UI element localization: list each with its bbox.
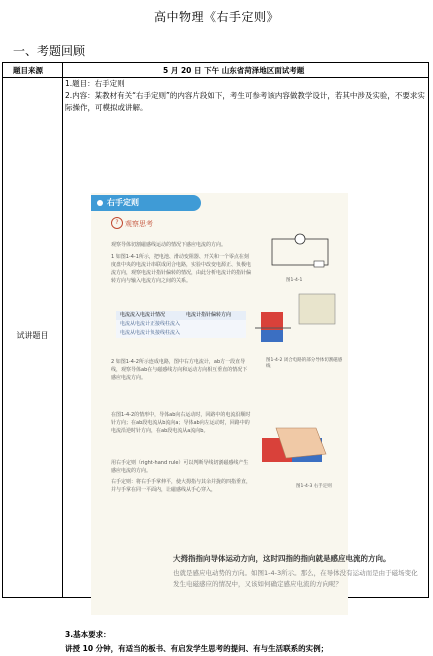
requirements-text: 讲授 10 分钟，有适当的板书、有启发学生思考的提问、有与生活联系的实例； [65, 644, 329, 653]
excerpt-heading: 右手定则 [91, 195, 201, 211]
column-divider [62, 63, 63, 597]
topic-line: 1.题目：右手定则 [65, 79, 125, 88]
bullet-icon [97, 200, 103, 206]
current-table-row: 电流从电流计负接线柱流入 [116, 329, 246, 338]
section-heading: 一、考题回顾 [13, 44, 86, 58]
para-5: 用右手定则（right-hand rule）可以判断导线切割磁感线产生感应电流的方向。 [111, 460, 249, 474]
fig-caption-1: 图1-4-1 [286, 278, 303, 283]
content-line: 2.内容：某教材有关“右手定则”的内容片段如下，考生可参考该内容做教学设计，若其中涉及实验，不要求实际操作，可模拟或讲解。 [65, 91, 425, 112]
current-table [116, 311, 246, 351]
question-content [65, 78, 425, 114]
row-label: 试讲题目 [16, 331, 49, 340]
para-2: 1 如图1-4-1所示，把电池、滑动变阻器、开关和一个零点在刻度盘中央的电流计串联成闭合电路，实验中改变电源正、负极电流方向，观察电流计指针偏转的情况，由此分析电流计的指针偏转方向与输入电流方向之间的关系。 [111, 254, 252, 284]
page-title: 高中物理《右手定则》 [153, 10, 279, 24]
question-icon: ? [111, 217, 123, 229]
magnet-figure [251, 288, 341, 358]
rule-statement: 大拇指指向导体运动方向，这时四指的指向就是感应电流的方向。 [173, 554, 391, 563]
right-hand-figure [256, 418, 346, 478]
question-table [2, 62, 429, 653]
think-label: 观察思考 [125, 220, 153, 228]
para-1: 观察导体切割磁感线运动的情况下感应电流的方向。 [111, 242, 227, 248]
table-header-row [3, 63, 428, 78]
para-4: 在图1-4-2的情形中，导体ab向右运动时，回路中的电流沿顺时针方向；在ab段电流从b流向a；导体ab向左运动时，回路中的电流沿逆时针方向，在ab段电流从a流向b。 [111, 412, 251, 434]
requirements-title: 3.基本要求： [65, 630, 111, 639]
current-table-row: 电流从电流计正接线柱流入 [116, 320, 246, 329]
para-3: 2 如图1-4-2所示连成电路，图中右方电流计，ab方一段直导线，观察导体ab在与磁感线方向和运动方向相互垂直的情况下感应电流方向。 [111, 359, 248, 381]
current-table-header: 电流流入电流计情况 电流计指针偏转方向 [116, 311, 246, 320]
fig-caption-3: 图1-4-3 右手定则 [296, 484, 332, 489]
circuit-figure [266, 233, 338, 273]
para-6: 右手定则：将右手手掌伸平，使大拇指与其余并拢的四指垂直，并与手掌在同一平面内，让磁感线从手心穿入， [111, 479, 252, 493]
requirements [65, 628, 328, 656]
rule-continuation: 也就是感应电动势的方向。如图1-4-3所示。那么，在导体没有运动而是由于磁场变化发生电磁感应的情况中，又该如何确定感应电流的方向呢？ [173, 569, 418, 588]
source-label: 题目来源 [13, 66, 43, 75]
textbook-excerpt [91, 193, 348, 615]
fig-caption-2: 图1-4-2 闭合电路的部分导体切割磁感线 [266, 358, 343, 369]
source-value: 5 月 20 日 下午 山东省菏泽地区面试考题 [163, 66, 305, 75]
